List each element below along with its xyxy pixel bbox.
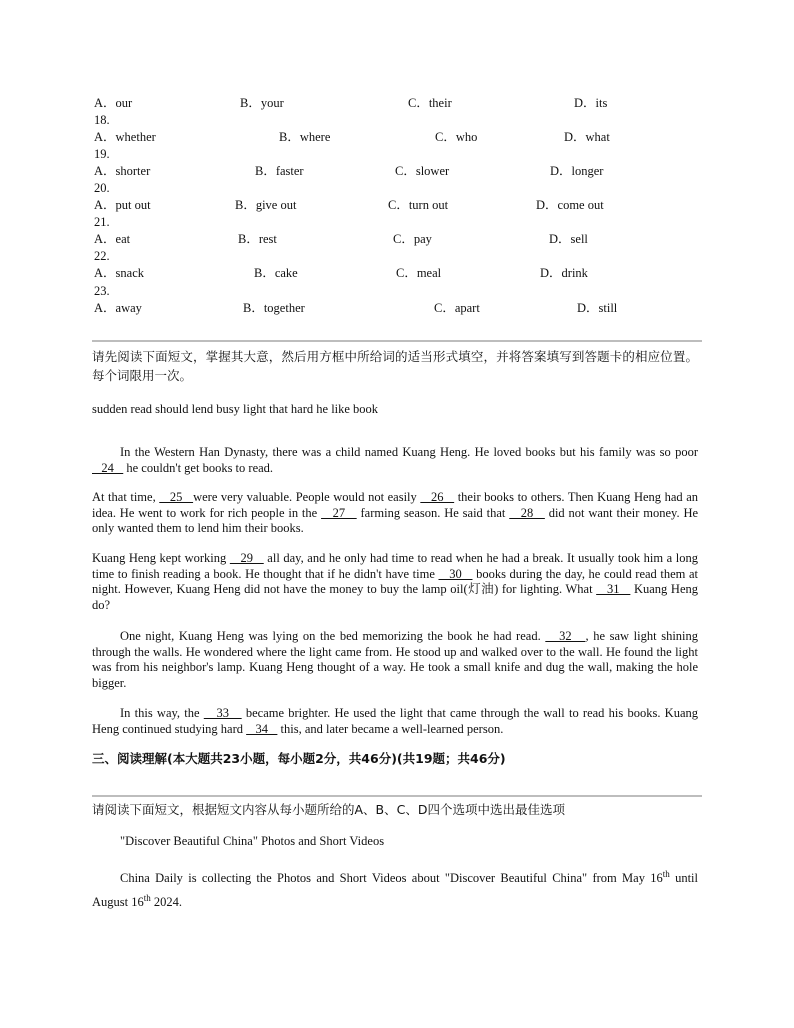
option-a[interactable]: A．away [94, 301, 142, 315]
option-b[interactable]: B．give out [235, 198, 297, 212]
passage-paragraph: In this way, the 33 became brighter. He used the light that came through the wall to read his books. Kuang Heng continued studying hard 34 this, and later became a well-learned person. [92, 706, 698, 736]
option-d[interactable]: D．sell [549, 232, 588, 246]
option-a[interactable]: A．eat [94, 232, 131, 246]
option-a[interactable]: A．our [94, 96, 133, 110]
option-c[interactable]: C．apart [434, 301, 480, 315]
option-row [94, 231, 714, 247]
question-number: 18. [94, 113, 110, 127]
option-d[interactable]: D．its [574, 96, 608, 110]
passage-paragraph: At that time, 25 were very valuable. People would not easily 26 their books to others. Then Kuang Heng had an idea. He went to work for rich people in the 27 farming season. He said that 28 did not want their money. He only wanted them to lend him their books. [92, 490, 699, 536]
question-number: 23. [94, 284, 110, 298]
blank-34[interactable]: 34 [246, 721, 278, 736]
question-number: 20. [94, 181, 110, 195]
blank-28[interactable]: 28 [509, 505, 545, 520]
blank-33[interactable]: 33 [203, 706, 242, 720]
section-heading: 三、阅读理解(本大题共23小题，每小题2分，共46分)(共19题；共46分) [92, 751, 506, 766]
section-divider [92, 795, 702, 797]
option-d[interactable]: D．longer [550, 164, 604, 178]
option-row [94, 300, 714, 316]
option-row [94, 163, 714, 179]
option-b[interactable]: B．faster [255, 164, 304, 178]
blank-32[interactable]: 32 [545, 629, 586, 643]
option-row [94, 265, 714, 281]
option-c[interactable]: C．slower [395, 164, 450, 178]
option-d[interactable]: D．come out [536, 198, 604, 212]
word-box: sudden read should lend busy light that hard he like book [92, 402, 379, 416]
section-divider [92, 340, 702, 342]
option-row [94, 129, 714, 145]
option-d[interactable]: D．still [577, 301, 618, 315]
option-b[interactable]: B．cake [254, 266, 298, 280]
blank-26[interactable]: 26 [420, 490, 455, 504]
section-instruction: 请先阅读下面短文，掌握其大意，然后用方框中所给词的适当形式填空，并将答案填写到答题卡的相应位置。每个词限用一次。 [92, 349, 698, 383]
option-b[interactable]: B．your [240, 96, 284, 110]
section-instruction: 请阅读下面短文，根据短文内容从每小题所给的A、B、C、D四个选项中选出最佳选项 [92, 802, 565, 817]
option-b[interactable]: B．together [243, 301, 305, 315]
blank-31[interactable]: 31 [596, 582, 631, 597]
option-a[interactable]: A．put out [94, 198, 151, 212]
option-c[interactable]: C．pay [393, 232, 432, 246]
question-number: 19. [94, 147, 110, 161]
option-a[interactable]: A．snack [94, 266, 144, 280]
blank-30[interactable]: 30 [438, 566, 473, 581]
blank-25[interactable]: 25 [159, 490, 194, 504]
blank-27[interactable]: 27 [321, 505, 357, 520]
option-c[interactable]: C．their [408, 96, 452, 110]
option-d[interactable]: D．what [564, 130, 610, 144]
question-number: 21. [94, 215, 110, 229]
article-body: China Daily is collecting the Photos and Short Videos about "Discover Beautiful China" from May 16th until August 16th 2024. [92, 868, 698, 909]
article-title: "Discover Beautiful China" Photos and Short Videos [120, 834, 385, 848]
option-row [94, 197, 714, 213]
option-c[interactable]: C．turn out [388, 198, 449, 212]
passage-paragraph: In the Western Han Dynasty, there was a child named Kuang Heng. He loved books but his family was so poor 24 he couldn't get books to read. [92, 445, 698, 475]
blank-24[interactable]: 24 [92, 460, 124, 475]
passage-paragraph: One night, Kuang Heng was lying on the bed memorizing the book he had read. 32 , he saw light shining through the walls. He wondered where the light came from. He stood up and walked over to the wall. He found the light was from his neighbor's lamp. Kuang Heng thought of a way. He took a small knife and dug the wall, making the hole bigger. [92, 629, 699, 690]
option-b[interactable]: B．rest [238, 232, 277, 246]
option-b[interactable]: B．where [279, 130, 331, 144]
option-d[interactable]: D．drink [540, 266, 588, 280]
passage-paragraph: Kuang Heng kept working 29 all day, and he only had time to read when he had a break. It usually took him a long time to finish reading a book. He thought that if he didn't have time 30 books during the day, he could read them at night. However, Kuang Heng did not have the money to buy the lamp oil(灯油) for lighting. What 31 Kuang Heng do? [92, 551, 698, 612]
question-number: 22. [94, 249, 110, 263]
option-row [94, 95, 714, 111]
option-c[interactable]: C．who [435, 130, 478, 144]
option-c[interactable]: C．meal [396, 266, 442, 280]
option-a[interactable]: A．whether [94, 130, 156, 144]
option-a[interactable]: A．shorter [94, 164, 151, 178]
blank-29[interactable]: 29 [229, 551, 264, 565]
